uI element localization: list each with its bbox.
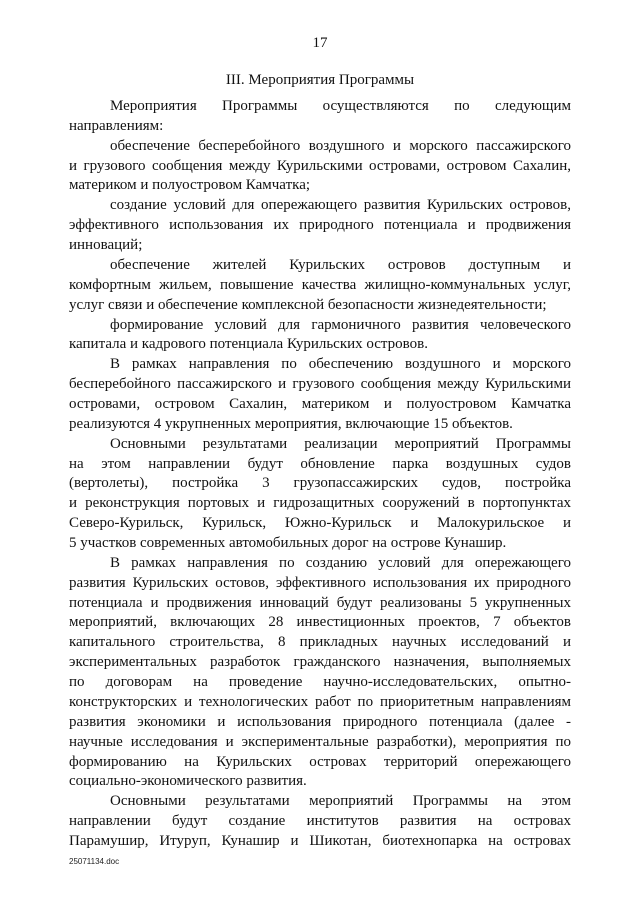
text-line: создание условий для опережающего развития Курильских островов,	[110, 197, 571, 214]
text-line: реализуются 4 укрупненных мероприятия, включающие 15 объектов.	[69, 415, 513, 432]
section-heading: III. Мероприятия Программы	[225, 72, 415, 88]
text-line: В рамках направления по обеспечению воздушного и морского	[110, 356, 571, 373]
text-line: бесперебойного пассажирского и грузового сообщения между Курильскими	[69, 376, 571, 393]
text-line: капитала и кадрового потенциала Курильских островов.	[69, 336, 428, 353]
text-line: 5 участков современных автомобильных дорог на острове Кунашир.	[69, 535, 507, 552]
text-line: формирование условий для гармоничного развития человеческого	[110, 316, 571, 333]
text-line: формированию на Курильских островах территорий опережающего	[69, 753, 571, 770]
text-line: развития Курильских остовов, эффективного использования их природного	[69, 574, 571, 591]
text-line: капитального строительства, 8 прикладных научных исследований и	[69, 634, 571, 651]
text-line: Парамушир, Итуруп, Кунашир и Шикотан, биотехнопарка на островах	[69, 833, 571, 849]
text-line: материком и полуостровом Камчатка;	[69, 177, 311, 194]
text-line: конструкторских и технологических работ по приоритетным направлениям	[69, 693, 571, 710]
text-line: и грузового сообщения между Курильскими островами, островом Сахалин,	[69, 157, 571, 174]
text-line: направлении будут создание институтов развития на островах	[69, 813, 571, 830]
text-line: потенциала и продвижения инноваций будут реализованы 5 укрупненных	[69, 594, 571, 611]
text-line: В рамках направления по созданию условий для опережающего	[110, 554, 571, 571]
text-line: Основными результатами мероприятий Программы на этом	[110, 793, 571, 810]
text-line: Мероприятия Программы осуществляются по следующим	[110, 98, 571, 114]
text-line: Северо-Курильск, Курильск, Южно-Курильск и Малокурильское и	[69, 515, 571, 532]
text-line: островами, островом Сахалин, материком и полуостровом Камчатка	[69, 395, 571, 412]
footer-filename: 25071134.doc	[69, 857, 120, 866]
text-line: комфортным жильем, повышение качества жилищно-коммунальных услуг,	[69, 276, 571, 293]
text-line: (вертолеты), постройка 3 грузопассажирских судов, постройка	[69, 475, 571, 492]
text-line: научные исследования и экспериментальные разработки), мероприятия по	[69, 733, 571, 750]
text-line: инноваций;	[69, 237, 143, 254]
text-line: эффективного использования их природного потенциала и продвижения	[69, 217, 571, 234]
text-line: экспериментальных разработок гражданского назначения, выполняемых	[69, 654, 571, 671]
text-line: услуг связи и обеспечение комплексной безопасности жизнедеятельности;	[69, 296, 547, 313]
text-line: на этом направлении будут обновление парка воздушных судов	[69, 455, 571, 472]
text-line: мероприятий, включающих 28 инвестиционных проектов, 7 объектов	[69, 614, 571, 631]
text-line: обеспечение бесперебойного воздушного и морского пассажирского	[110, 137, 571, 154]
text-line: и реконструкция портовых и гидрозащитных сооружений в портопунктах	[69, 495, 571, 512]
text-line: по договорам на проведение научно-исследовательских, опытно-	[69, 674, 571, 691]
text-line: социально-экономического развития.	[69, 773, 307, 790]
text-line: направлениям:	[69, 117, 164, 134]
page-number: 17	[312, 35, 328, 51]
text-line: Основными результатами реализации мероприятий Программы	[110, 435, 571, 452]
text-line: обеспечение жителей Курильских островов доступным и	[110, 256, 571, 273]
text-line: развития экономики и использования природного потенциала (далее -	[69, 713, 571, 730]
